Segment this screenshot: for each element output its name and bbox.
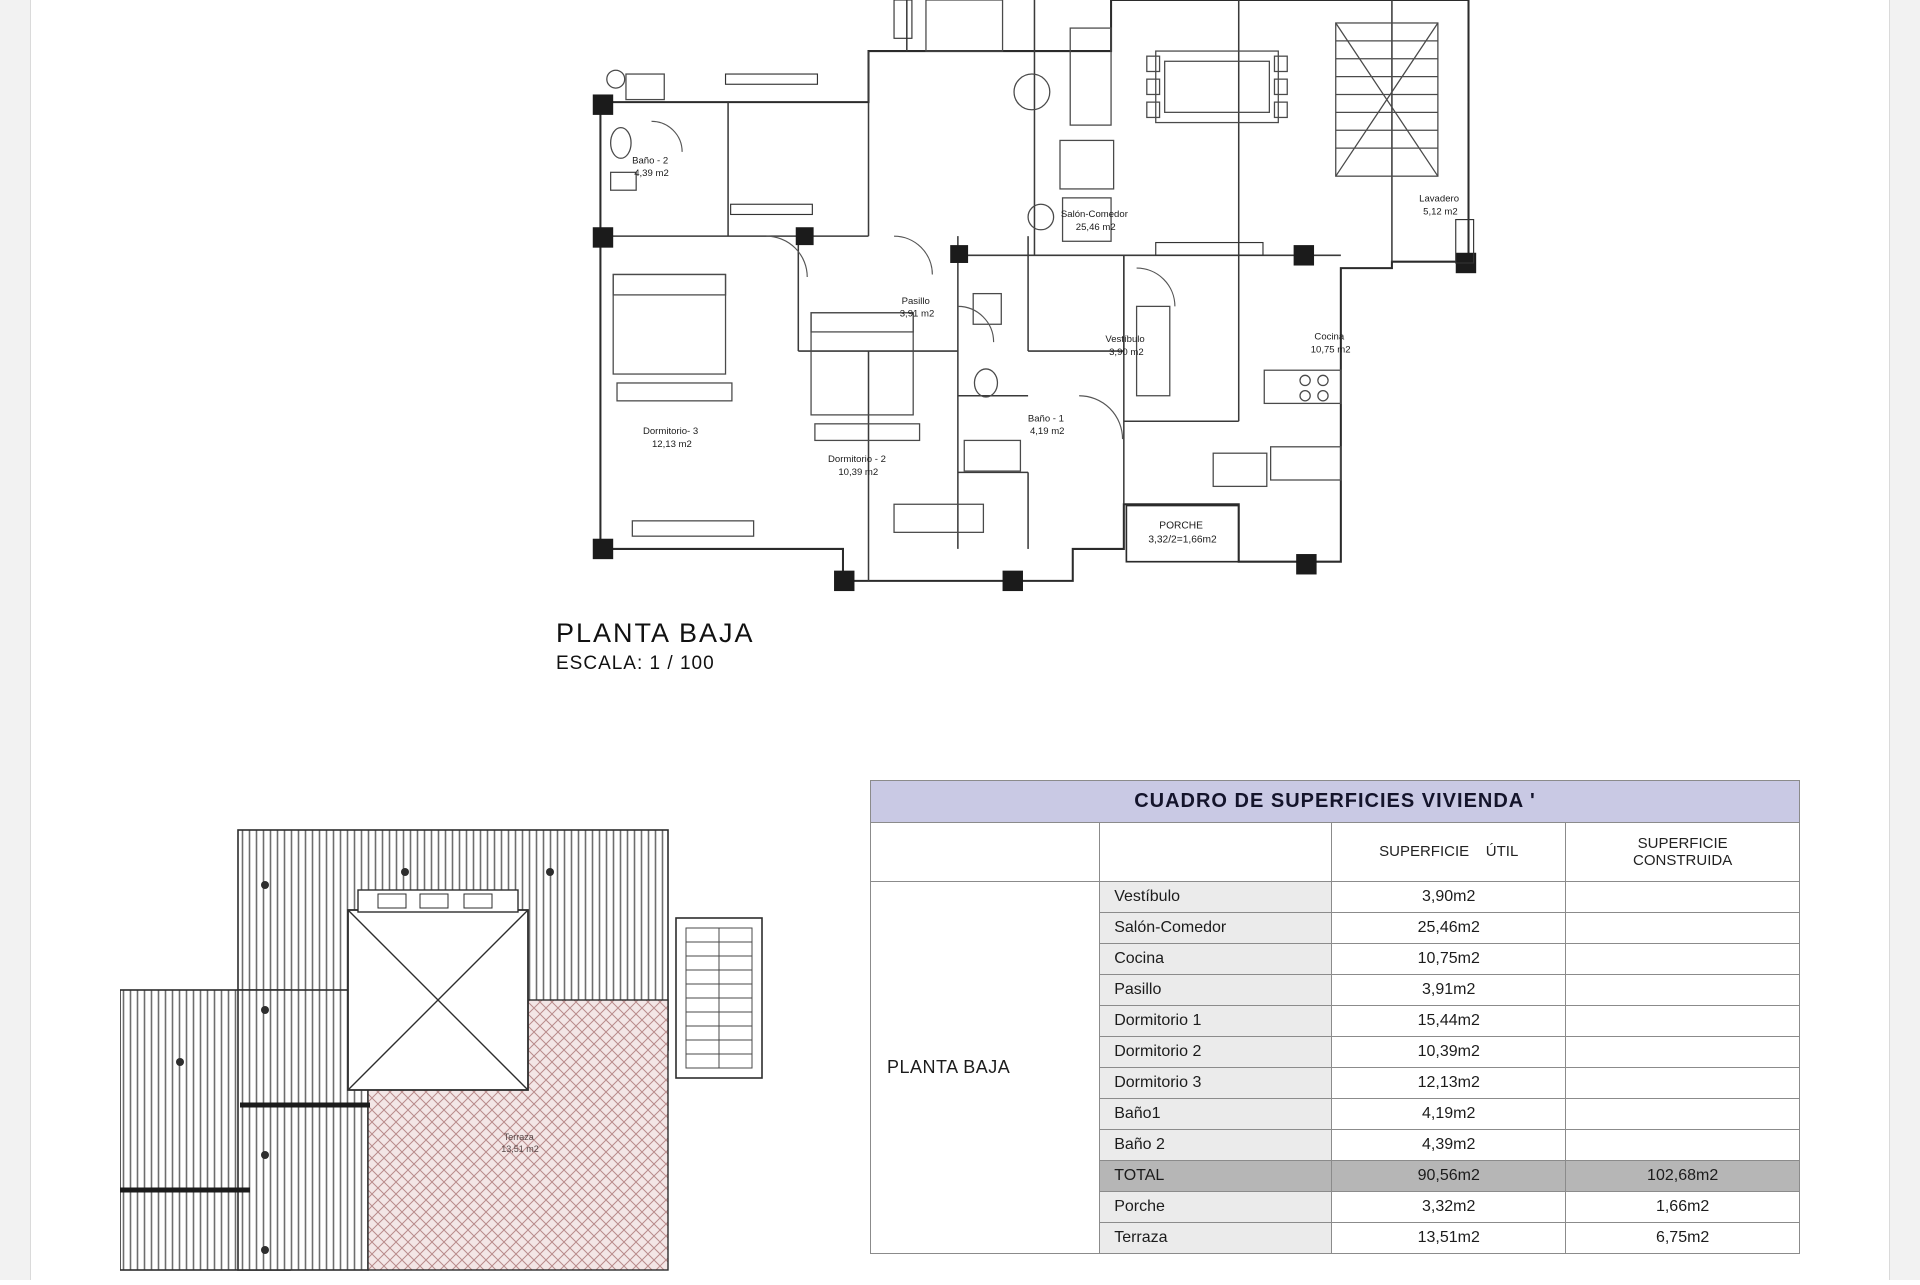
plan-scale: ESCALA: 1 / 100 bbox=[556, 653, 715, 674]
row-room: Terraza bbox=[1100, 1223, 1332, 1254]
plan-label-dormitorio-3: Dormitorio- 3 12,13 m2 bbox=[642, 426, 699, 450]
row-room: Vestíbulo bbox=[1100, 882, 1332, 913]
row-util: 90,56m2 bbox=[1332, 1161, 1566, 1192]
sheet-left-margin bbox=[0, 0, 31, 1280]
row-construida: 102,68m2 bbox=[1566, 1161, 1800, 1192]
plan-label-lavadero: Lavadero 5,12 m2 bbox=[1419, 193, 1460, 218]
plan-label-bano-2: Baño - 2 4,39 m2 bbox=[632, 155, 669, 180]
row-room: Porche bbox=[1100, 1192, 1332, 1223]
row-construida bbox=[1566, 882, 1800, 913]
row-room: Cocina bbox=[1100, 944, 1332, 975]
row-room: Dormitorio 2 bbox=[1100, 1037, 1332, 1068]
row-util: 10,75m2 bbox=[1332, 944, 1566, 975]
row-construida bbox=[1566, 1130, 1800, 1161]
row-util: 3,90m2 bbox=[1332, 882, 1566, 913]
row-util: 10,39m2 bbox=[1332, 1037, 1566, 1068]
floor-label-planta-baja: PLANTA BAJA bbox=[871, 882, 1100, 1254]
plan-caption bbox=[556, 618, 976, 675]
sheet-right-margin bbox=[1889, 0, 1920, 1280]
row-util: 3,91m2 bbox=[1332, 975, 1566, 1006]
plan-label-pasillo: Pasillo 3,91 m2 bbox=[899, 295, 935, 320]
row-util: 13,51m2 bbox=[1332, 1223, 1566, 1254]
row-room: Pasillo bbox=[1100, 975, 1332, 1006]
row-util: 15,44m2 bbox=[1332, 1006, 1566, 1037]
surface-table bbox=[870, 780, 1800, 1254]
floor-plan-drawing bbox=[520, 0, 1600, 600]
table-col-util: SUPERFICIE ÚTIL bbox=[1332, 823, 1566, 882]
row-util: 4,19m2 bbox=[1332, 1099, 1566, 1130]
plan-label-vestibulo: Vestíbulo 3,90 m2 bbox=[1105, 334, 1145, 358]
plan-label-bano-1: Baño - 1 4,19 m2 bbox=[1027, 413, 1065, 438]
row-util: 3,32m2 bbox=[1332, 1192, 1566, 1223]
row-room: Salón-Comedor bbox=[1100, 913, 1332, 944]
row-construida bbox=[1566, 1099, 1800, 1130]
plan-label-porche: PORCHE 3,32/2=1,66m2 bbox=[1148, 520, 1217, 546]
table-corner-cell bbox=[871, 823, 1100, 882]
row-room: Baño1 bbox=[1100, 1099, 1332, 1130]
row-construida bbox=[1566, 1068, 1800, 1099]
plan-label-salon-comedor: Salón-Comedor 25,46 m2 bbox=[1060, 209, 1128, 233]
plan-label-dormitorio-2: Dormitorio - 2 10,39 m2 bbox=[828, 454, 886, 478]
row-util: 4,39m2 bbox=[1332, 1130, 1566, 1161]
plan-label-cocina: Cocina 10,75 m2 bbox=[1310, 331, 1351, 356]
roof-label-terraza: Terraza 13,51 m2 bbox=[501, 1132, 539, 1154]
row-util: 25,46m2 bbox=[1332, 913, 1566, 944]
row-room: Dormitorio 3 bbox=[1100, 1068, 1332, 1099]
row-construida bbox=[1566, 1037, 1800, 1068]
table-room-header bbox=[1100, 823, 1332, 882]
row-construida: 6,75m2 bbox=[1566, 1223, 1800, 1254]
row-construida bbox=[1566, 1006, 1800, 1037]
row-room: Dormitorio 1 bbox=[1100, 1006, 1332, 1037]
row-util: 12,13m2 bbox=[1332, 1068, 1566, 1099]
row-construida bbox=[1566, 913, 1800, 944]
row-construida bbox=[1566, 975, 1800, 1006]
row-construida bbox=[1566, 944, 1800, 975]
table-row bbox=[871, 882, 1800, 913]
roof-plan-drawing bbox=[120, 810, 840, 1280]
row-room: Baño 2 bbox=[1100, 1130, 1332, 1161]
plan-title: PLANTA BAJA bbox=[556, 618, 755, 648]
row-construida: 1,66m2 bbox=[1566, 1192, 1800, 1223]
row-room: TOTAL bbox=[1100, 1161, 1332, 1192]
table-title: CUADRO DE SUPERFICIES VIVIENDA ' bbox=[871, 781, 1800, 823]
table-col-construida: SUPERFICIE CONSTRUIDA bbox=[1566, 823, 1800, 882]
